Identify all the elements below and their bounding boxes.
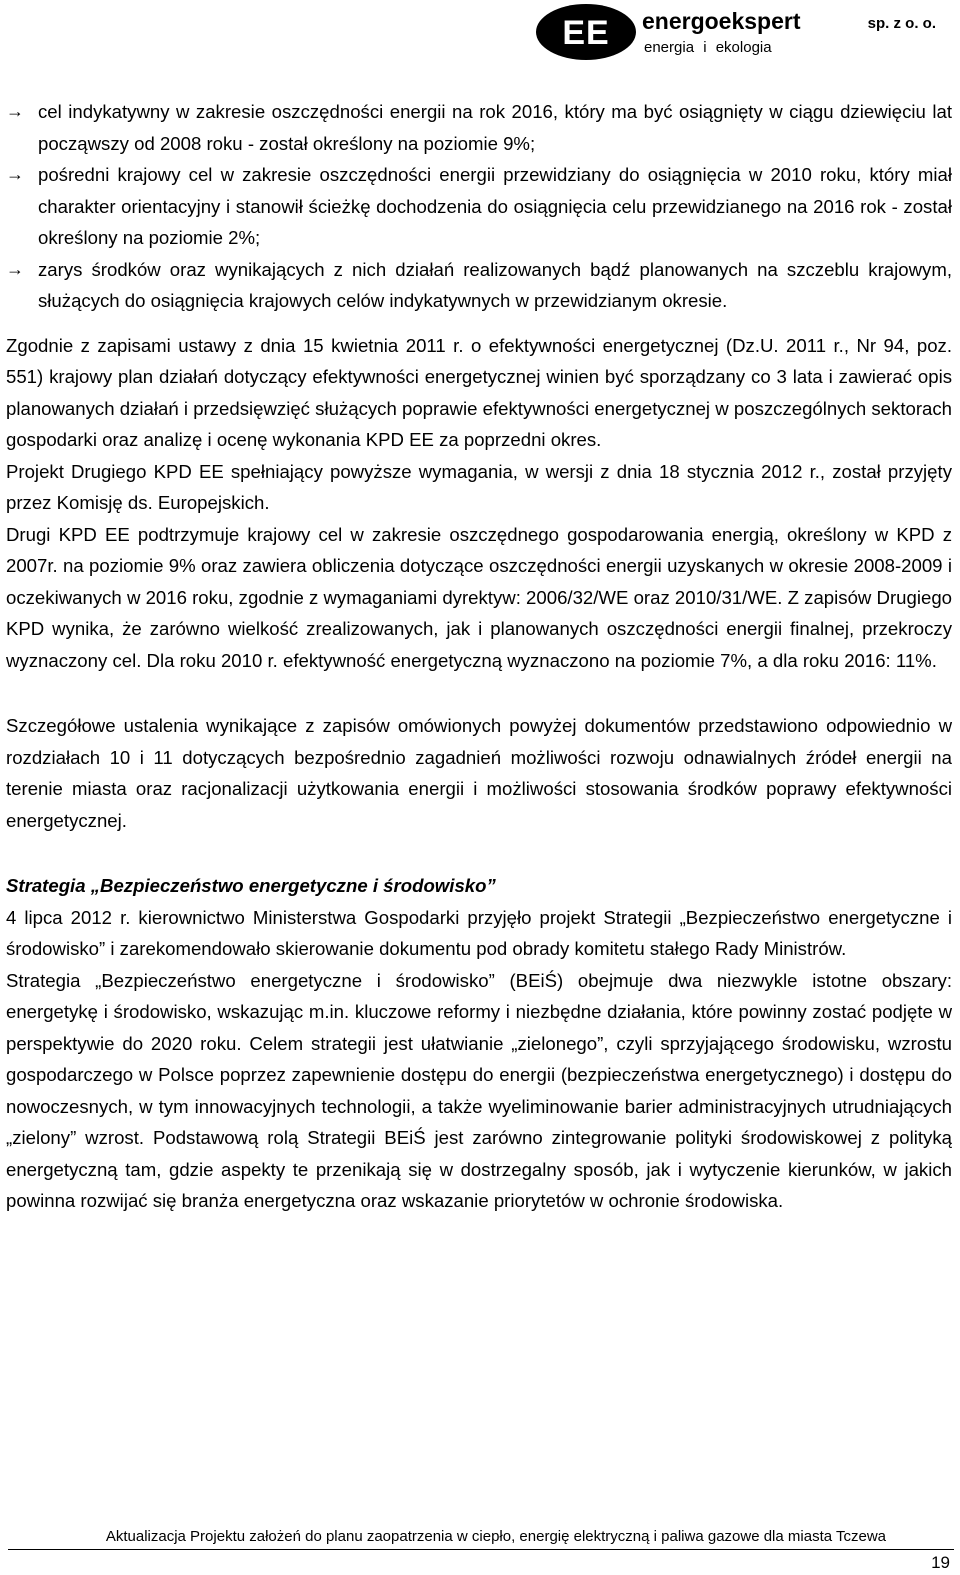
company-logo [536,4,636,60]
paragraph-kpd: Drugi KPD EE podtrzymuje krajowy cel w zakresie oszczędnego gospodarowania energią, określony w KPD z 2007r. na poziomie 9% oraz zawiera obliczenia dotyczące oszczędności energii uzyskanych w okresie 2008-2009 i oczekiwanych w 2016 roku, zgodnie z wymaganiami dyrektyw: 2006/32/WE oraz 2010/31/WE. Z zapisów Drugiego KPD wynika, że zarówno wielkość zrealizowanych, jak i planowanych oszczędności energii finalnej, przekroczy wyznaczony cel. Dla roku 2010 r. efektywność energetyczną wyznaczono na poziomie 7%, a dla roku 2016: 11%. [6,523,952,671]
arrow-right-icon: → [6,101,24,121]
list-item [6,159,952,254]
logo-text: EE [562,14,610,52]
list-item-text: cel indykatywny w zakresie oszczędności energii na rok 2016, który ma być osiągnięty w ciągu dziewięciu lat począwszy od 2008 roku - został określony na poziomie 9%; [38,101,952,154]
list-item-text: zarys środków oraz wynikających z nich działań realizowanych bądź planowanych na szczeblu krajowym, służących do osiągnięcia krajowych celów indykatywnych w przewidzianym okresie. [38,258,952,311]
footer-text: Aktualizacja Projektu założeń do planu zaopatrzenia w ciepło, energię elektryczną i paliwa gazowe dla miasta Tczewa [105,1528,886,1545]
paragraph-strategy-adopted: 4 lipca 2012 r. kierownictwo Ministerstwa Gospodarki przyjęło projekt Strategii „Bezpieczeństwo energetyczne i środowisko” i zarekomendowało skierowanie dokumentu pod obrady komitetu stałego Rady Ministrów. [6,906,952,959]
list-item [6,254,952,317]
page-header [536,2,936,64]
arrow-right-icon: → [6,258,24,279]
paragraph-strategy-scope: Strategia „Bezpieczeństwo energetyczne i środowisko” (BEiŚ) obejmuje dwa niezwykle istotne obszary: energetykę i środowisko, wskazując m.in. kluczowe reformy i niezbędne działania, które powinny zostać podjęte w perspektywie do 2020 roku. Celem strategii jest ułatwianie „zielonego”, czyli sprzyjającego środowisku, wzrostu gospodarczego w Polsce poprzez zapewnienie dostępu do energii (bezpieczeństwa energetycznego) i dostępu do nowoczesnych, w tym innowacyjnych technologii, a także wyeliminowanie barier administracyjnych utrudniających „zielony” wzrost. Podstawową rolą Strategii BEiŚ jest zarówno zintegrowanie polityki środowiskowej z polityką energetyczną tam, gdzie aspekty te przenikają się w dostrzegalny sposób, jak i wytyczenie kierunków, w jakich powinna rozwijać się branża energetyczna oraz wskazanie priorytetów w ochronie środowiska. [6,969,952,1211]
paragraph-draft: Projekt Drugiego KPD EE spełniający powyższe wymagania, w wersji z dnia 18 stycznia 2012 r., został przyjęty przez Komisję ds. Europejskich. [6,460,952,513]
company-legal-form: sp. z o. o. [867,15,936,32]
document-body [6,96,952,1217]
company-tagline: energia i ekologia [644,39,772,56]
arrow-right-icon: → [6,164,24,184]
bullet-list [6,96,952,317]
paragraph-details: Szczegółowe ustalenia wynikające z zapisów omówionych powyżej dokumentów przedstawiono odpowiednio w rozdziałach 10 i 11 dotyczących bezpośrednio zagadnień możliwości rozwoju odnawialnych źródeł energii na terenie miasta oraz racjonalizacji użytkowania energii i możliwości stosowania środków poprawy efektywności energetycznej. [6,715,952,831]
footer-divider [8,1549,954,1550]
company-name: energoekspert [642,8,801,34]
paragraph-act: Zgodnie z zapisami ustawy z dnia 15 kwietnia 2011 r. o efektywności energetycznej (Dz.U. 2011 r., Nr 94, poz. 551) krajowy plan działań dotyczący efektywności energetycznej winien być sporządzany co 3 lata i zawierać opis planowanych działań i przedsięwzięć służących poprawie efektywności energetycznej w poszczególnych sektorach gospodarki oraz analizę i ocenę wykonania KPD EE za poprzedni okres. [6,334,952,450]
page-number: 19 [931,1553,950,1572]
list-item-text: pośredni krajowy cel w zakresie oszczędności energii przewidziany do osiągnięcia w 2010 roku, który miał charakter orientacyjny i stanowił ścieżkę dochodzenia do osiągnięcia celu przewidzianego na 2016 rok - został określony na poziomie 2%; [38,164,952,248]
list-item [6,96,952,159]
section-heading: Strategia „Bezpieczeństwo energetyczne i środowisko” [6,875,496,896]
